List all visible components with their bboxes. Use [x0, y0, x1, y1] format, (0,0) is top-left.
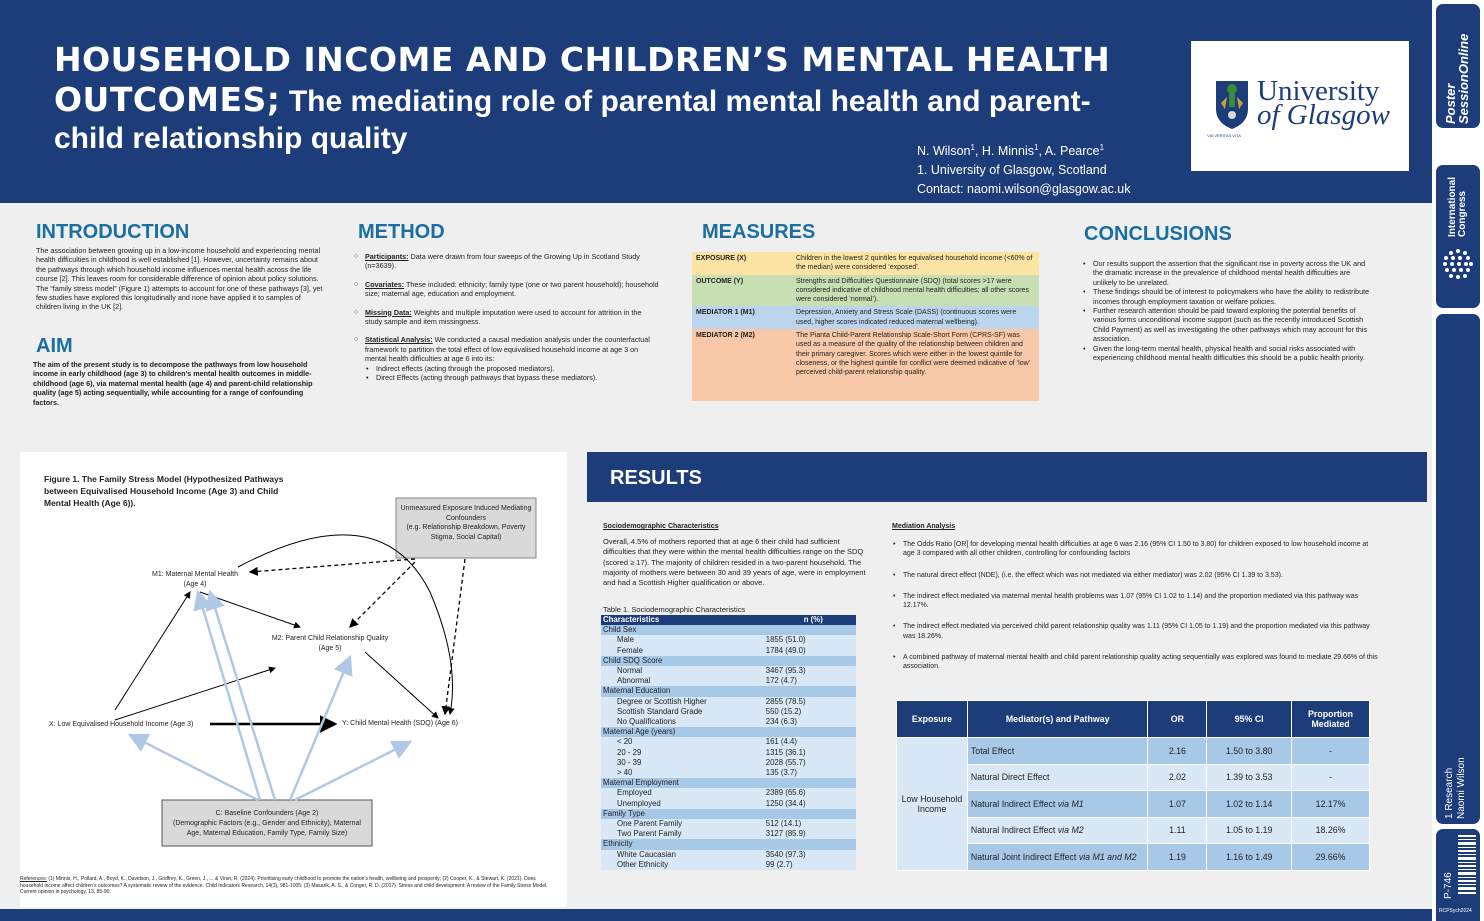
brand-text: Poster SessionOnline [1443, 33, 1471, 124]
baseline-confounders-label: C: Baseline Confounders (Age 2) (Demographic Factors (e.g., Gender and Ethnicity), Maternal Age, Maternal Education, Family Type, Family Size) [173, 810, 361, 837]
conf-arrow-m2 [290, 657, 350, 800]
unmeasured-confounders-label: Unmeasured Exposure Induced Mediating Confounders (e.g. Relationship Breakdown, Poverty Stigma, Social Capital) [400, 505, 532, 541]
table1-row: Abnormal 172 (4.7) [601, 676, 856, 686]
measures-title: MEASURES [702, 221, 816, 243]
table1-group-row: Maternal Employment [601, 778, 856, 788]
table1-row: > 40 135 (3.7) [601, 768, 856, 778]
university-logo [1191, 41, 1409, 171]
exposure-cell: Low Household Income [897, 738, 968, 871]
mediation-item: • The Odds Ratio [OR] for developing mental health difficulties at age 6 was 2.16 (95% CI 1.50 to 3.80) for children exposed to low household income at age 3 compared with all other children, controlling for confounding factors [893, 540, 1378, 559]
dashed-unmeasured-m1 [250, 559, 415, 572]
university-wordmark: University of Glasgow [1257, 75, 1390, 131]
poster-header [0, 0, 1432, 203]
measures-row-outcome: OUTCOME (Y) Strengths and Difficulties Questionnaire (SDQ) (total scores >17 were considered indicative of childhood mental health difficulties; all other scores were considered ‘normal’). [692, 275, 1039, 307]
table1-group-row: Child SDQ Score [601, 656, 856, 666]
method-item-missing: ○ Missing Data: Weights and multiple imputation were used to account for attrition in the study sample and item missingness. [354, 308, 660, 327]
table1-row: Male 1855 (51.0) [601, 635, 856, 645]
affiliation: 1. University of Glasgow, Scotland [917, 163, 1107, 178]
aim-text: The aim of the present study is to decompose the pathways from low household income in early childhood (age 3) to children’s mental health outcomes in middle-childhood (age 6), via maternal mental health (age 4) and parent-child relationship quality (age 5) acting sequentially, while accounting for a range of confounding factors. [33, 360, 313, 407]
table1-row: Scottish Standard Grade 550 (15.2) [601, 707, 856, 717]
arrow-m1-y [238, 535, 453, 714]
table2-header: Exposure Mediator(s) and Pathway OR 95% CI Proportion Mediated [897, 701, 1370, 738]
table2-row: Natural Indirect Effect via M2 1.11 1.05 to 1.19 18.26% [897, 817, 1370, 844]
authors-block [917, 138, 1131, 199]
table1-row: Two Parent Family 3127 (85.9) [601, 829, 856, 839]
socio-title: Sociodemographic Characteristics [603, 523, 719, 530]
arrow-m2-y [365, 652, 438, 718]
table1-row: 30 - 39 2028 (55.7) [601, 758, 856, 768]
conclusions-list [1083, 259, 1373, 362]
conf-arrow-m1 [198, 592, 260, 800]
figure-caption: Figure 1. The Family Stress Model (Hypothesized Pathways between Equivalised Household Income (Age 3) and Child Mental Health (Age 6)). [44, 474, 284, 508]
y-label: Y: Child Mental Health (SDQ) (Age 6) [342, 720, 458, 727]
table1-group-row: Family Type [601, 809, 856, 819]
mediation-item: • The indirect effect mediated via maternal mental health problems was 1.07 (95% CI 1.02 to 1.14) and the proportion mediated via this pathway was 12.17%. [893, 592, 1378, 611]
table1-row: One Parent Family 512 (14.1) [601, 819, 856, 829]
measures-row-mediator2: MEDIATOR 2 (M2) The Pianta Child-Parent Relationship Scale-Short Form (CPRS-SF) was used as a measure of the quality of the relationship between children and their primary caregiver. Scores which were either in the lowest quintile for closeness, or the highest quintile for conflict were deemed indicative of ‘low’ perceived child-parent relationship quality. [692, 329, 1039, 401]
table1-group-row: Maternal Age (years) [601, 727, 856, 737]
figure-panel [20, 452, 567, 907]
dashed-unmeasured-y [445, 559, 465, 714]
mediation-item: • The indirect effect mediated via perceived child parent relationship quality was 1.11 (95% CI 1.05 to 1.19) and the proportion mediated via this pathway was 18.26%. [893, 622, 1378, 641]
mediation-list [893, 540, 1378, 672]
method-item-participants: ○ Participants: Data were drawn from four sweeps of the Growing Up in Scotland Study (n=3639). [354, 252, 660, 271]
title-line2-sub: The mediating role of parental mental health and parent- [280, 85, 1091, 119]
references: References: (1) Minnis, H., Pollard, A., Boyd, K., Davidson, J., Godfrey, K., Green, J., ... & Viner, R. (2024). Prioritising early childhood to promote the nation’s health, wellbeing and prosperity; (2) Cooper, K., & Stewart, K. (2021). Does household income affect children’s outcomes? A systematic review of the evidence. Child Indicators Research, 14(3), 981-1005; (3) Masarik, A. S., & Conger, R. D. (2017). Stress and child development: A review of the Family Stress Model. Current opinion in psychology, 13, 85-90. [20, 876, 548, 895]
m2-label: M2: Parent Child Relationship Quality (Age 5) [271, 635, 389, 652]
m1-label: M1: Maternal Mental Health (Age 4) [152, 571, 238, 588]
table1-group-row: Child Sex [601, 625, 856, 635]
poster-footer [0, 909, 1432, 921]
mediation-title: Mediation Analysis [892, 523, 956, 530]
method-title: METHOD [358, 221, 445, 243]
table1-row: Normal 3467 (95.3) [601, 666, 856, 676]
track-author: 1 Research Naomi Wilson [1444, 757, 1467, 819]
info-block [1436, 314, 1480, 824]
results-title: RESULTS [610, 467, 702, 489]
measures-table [692, 252, 1039, 401]
x-label: X: Low Equivalised Household Income (Age 3) [49, 721, 194, 728]
introduction-text: The association between growing up in a low-income household and experiencing mental health difficulties in childhood is well established [1]. However, uncertainty remains about the pathways through which household income influences mental health across the life course [2]. This leaves room for considerable difference of opinion about policy solutions. The “family stress model” (Figure 1) attempts to account for one of these pathways [3], yet few studies have explored this longitudinally and none have applied it to samples of children living in the UK [2]. [36, 246, 323, 312]
arrow-x-m1 [115, 592, 190, 710]
table2-row: Natural Direct Effect 2.02 1.39 to 3.53 - [897, 764, 1370, 791]
conf-arrow-x [130, 735, 258, 800]
table1-caption: Table 1. Sociodemographic Characteristics [603, 605, 746, 614]
table1-row: Employed 2389 (65.6) [601, 788, 856, 798]
author-list: N. Wilson$^1$, H. Minnis$^1$, A. Pearce$^1$ [917, 143, 1105, 159]
table1-row: Female 1784 (49.0) [601, 646, 856, 656]
brand-block [1436, 4, 1480, 128]
side-strip [1432, 0, 1484, 921]
table1-row: Unemployed 1250 (34.4) [601, 799, 856, 809]
introduction-title: INTRODUCTION [36, 221, 190, 243]
measures-row-mediator1: MEDIATOR 1 (M1) Depression, Anxiety and Stress Scale (DASS) (continuous scores were used, higher scores indicated reduced maternal wellbeing). [692, 306, 1039, 329]
table1-row: Other Ethnicity 99 (2.7) [601, 860, 856, 870]
results-header [587, 452, 1427, 502]
mediation-item: • The natural direct effect (NDE), (i.e. the effect which was not mediated via either mediator) was 2.02 (95% CI 1.39 to 3.53). [893, 571, 1378, 580]
poster-id: P-746 [1443, 872, 1454, 899]
crest-icon [1213, 79, 1251, 131]
table1-group-row: Ethnicity [601, 839, 856, 849]
method-item-analysis: ○ Statistical Analysis: We conducted a causal mediation analysis under the counterfactual framework to partition the total effect of low equivalised household income at age 3 on mental health difficulties at age 6 into its: [354, 335, 660, 363]
mediation-item: • A combined pathway of maternal mental health and child parent relationship quality acting sequentially was explored was found to mediate 29.66% of this association. [893, 653, 1378, 672]
title-line1: HOUSEHOLD INCOME AND CHILDREN’S MENTAL HEALTH [54, 40, 1111, 79]
conclusion-item: • These findings should be of interest to policymakers who have the ability to redistribute incomes through employment taxation or welfare policies. [1083, 287, 1373, 306]
method-subitem: • Indirect effects (acting through the proposed mediators). [366, 364, 660, 373]
conf-arrow-y [295, 742, 410, 800]
congress-text: International Congress [1447, 176, 1468, 237]
mediation-table [896, 700, 1370, 871]
barcode-icon [1458, 835, 1476, 895]
id-block [1436, 829, 1480, 921]
table1-group-row: Maternal Education [601, 686, 856, 696]
table1-row: Degree or Scottish Higher 2855 (78.5) [601, 697, 856, 707]
poster-code: RCPSych2024 [1439, 908, 1472, 914]
conclusions-title: CONCLUSIONS [1084, 223, 1232, 245]
congress-block [1436, 165, 1480, 308]
table1-row: 20 - 29 1315 (36.1) [601, 748, 856, 758]
title-line2-big: OUTCOMES; [54, 80, 281, 120]
table1-row: < 20 161 (4.4) [601, 737, 856, 747]
table2-row: Natural Joint Indirect Effect via M1 and M2 1.19 1.16 to 1.49 29.66% [897, 844, 1370, 871]
method-subitems [354, 364, 660, 383]
conclusion-item: • Our results support the assertion that the significant rise in poverty across the UK and the dramatic increase in the prevalence of childhood mental health difficulties are unlikely to be unrelated. [1083, 259, 1373, 287]
dot-globe-icon [1441, 247, 1475, 281]
aim-title: AIM [36, 335, 73, 357]
crest-motto: VIA VERITAS VITA [1207, 133, 1241, 138]
table2-row: Natural Indirect Effect via M1 1.07 1.02 to 1.14 12.17% [897, 791, 1370, 818]
dashed-unmeasured-m2 [350, 562, 415, 627]
method-list [354, 252, 660, 382]
method-subitem: • Direct Effects (acting through pathways that bypass these mediators). [366, 373, 660, 382]
conf-arrow-m1b [210, 592, 275, 800]
socio-text: Overall, 4.5% of mothers reported that at age 6 their child had sufficient difficulties that they were within the mental health difficulties range on the SDQ (scored ≥ 17). The majority of children resided in a two-parent household. The majority of mothers were between 30 and 39 years of age, were in employment and had a Scottish Higher qualification or above. [603, 537, 866, 588]
contact-email: Contact: naomi.wilson@glasgow.ac.uk [917, 182, 1131, 197]
title-line3: child relationship quality [54, 121, 408, 155]
conclusion-item: • Given the long-term mental health, physical health and social risks associated with experiencing childhood mental health difficulties this should be a public health priority. [1083, 344, 1373, 363]
table1-header: Characteristics n (%) [601, 615, 856, 625]
table1-row: White Caucasian 3540 (97.3) [601, 850, 856, 860]
table2-row: Low Household Income Total Effect 2.16 1.50 to 3.80 - [897, 738, 1370, 765]
table1-row: No Qualifications 234 (6.3) [601, 717, 856, 727]
arrow-x-m2 [115, 668, 275, 720]
measures-row-exposure: EXPOSURE (X) Children in the lowest 2 quintiles for equivalised household income (<60% of the median) were considered ‘exposed’. [692, 252, 1039, 275]
sociodemographic-table [601, 615, 856, 870]
method-item-covariates: ○ Covariates: These included: ethnicity; family type (one or two parent household); household size; maternal age, education and employment. [354, 280, 660, 299]
conclusion-item: • Further research attention should be paid toward exploring the potential benefits of various forms unconditional income support (such as the recently introduced Scottish Child Payment) as well as investigating the other pathways which may account for this association. [1083, 306, 1373, 344]
